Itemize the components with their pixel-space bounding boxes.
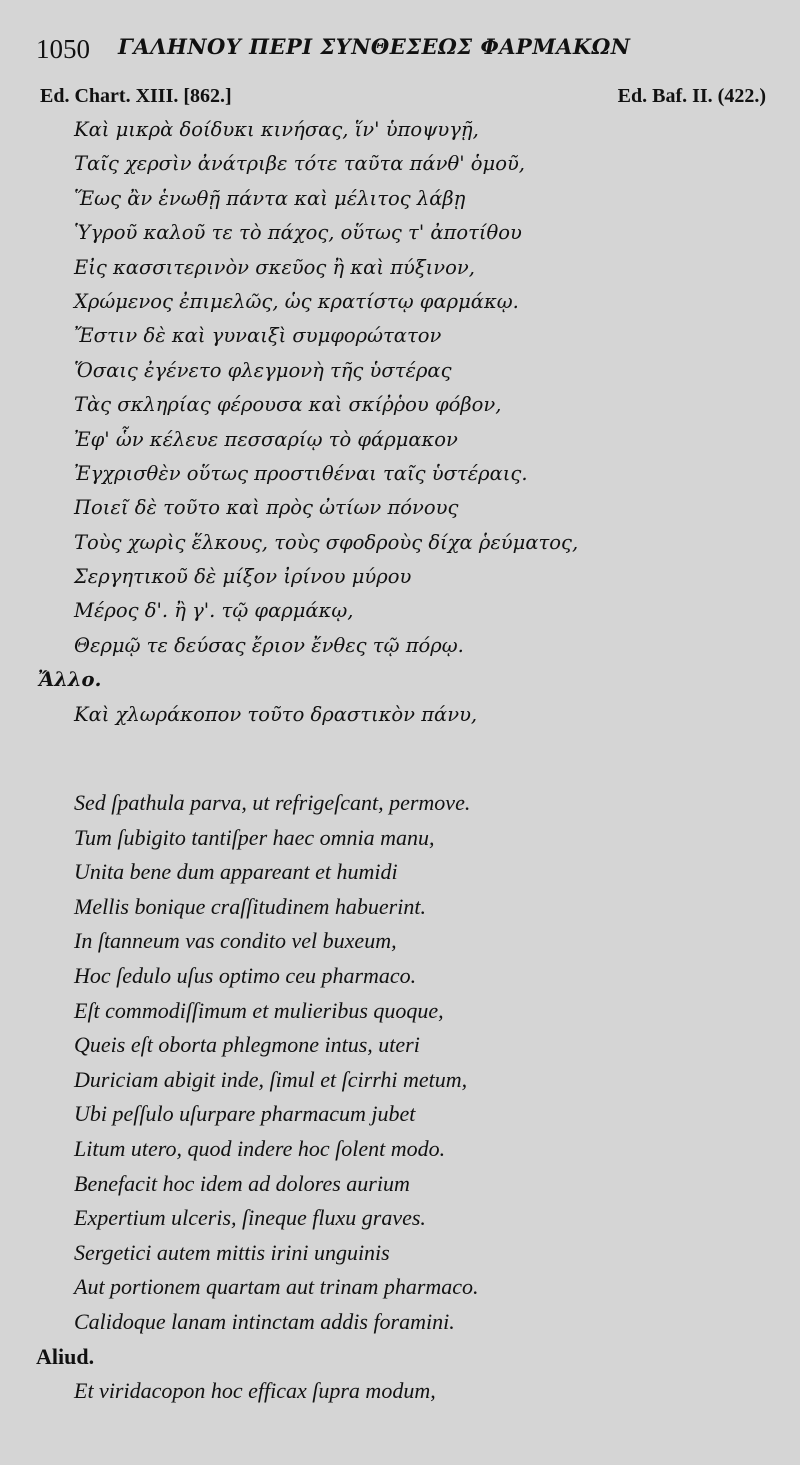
- latin-verse-line: Unita bene dum appareant et humidi: [74, 859, 398, 885]
- latin-verse-line: Sed ſpathula parva, ut refrigeſcant, permove.: [74, 790, 471, 815]
- latin-verse-line: Mellis bonique craſſitudinem habuerint.: [74, 893, 426, 919]
- running-title: ΓΑΛΗΝΟΥ ΠΕΡΙ ΣΥΝΘΕΣΕΩΣ ΦΑΡΜΑΚΩΝ: [118, 34, 631, 59]
- latin-verse-line: Et viridacopon hoc efficax ſupra modum,: [74, 1378, 436, 1404]
- edition-reference-right: Ed. Baf. II. (422.): [617, 85, 766, 107]
- greek-section-heading: Ἄλλο.: [38, 668, 102, 692]
- latin-verse-line: Hoc ſedulo uſus optimo ceu pharmaco.: [74, 962, 417, 988]
- latin-verse-line: Eſt commodiſſimum et mulieribus quoque,: [74, 997, 444, 1023]
- greek-verse-line: Χρώμενος ἐπιμελῶς, ὡς κρατίστῳ φαρμάκῳ.: [74, 289, 519, 313]
- latin-verse-line: Calidoque lanam intinctam addis foramini.: [74, 1308, 455, 1334]
- greek-verse-line: Τοὺς χωρὶς ἕλκους, τοὺς σφοδροὺς δίχα ῥεύματος,: [74, 530, 579, 554]
- greek-verse-line: Ἐγχρισθὲν οὕτως προστιθέναι ταῖς ὑστέραις.: [74, 461, 528, 485]
- greek-verse-line: Σεργητικοῦ δὲ μίξον ἰρίνου μύρου: [74, 565, 412, 589]
- latin-verse-line: Benefacit hoc idem ad dolores aurium: [74, 1170, 410, 1196]
- latin-verse-line: Duriciam abigit inde, ſimul et ſcirrhi metum,: [74, 1066, 468, 1092]
- latin-verse-line: Litum utero, quod indere hoc ſolent modo.: [74, 1135, 446, 1161]
- greek-verse-line: Καὶ χλωράκοπον τοῦτο δραστικὸν πάνυ,: [74, 702, 478, 726]
- latin-verse-block: [0, 786, 800, 1409]
- latin-verse-line: Aut portionem quartam aut trinam pharmaco.: [74, 1274, 479, 1300]
- latin-verse-line: Queis eſt oborta phlegmone intus, uteri: [74, 1032, 420, 1058]
- greek-verse-line: Ὑγροῦ καλοῦ τε τὸ πάχος, οὕτως τ' ἀποτίθου: [74, 221, 522, 245]
- latin-verse-line: Sergetici autem mittis irini unguinis: [74, 1239, 390, 1265]
- greek-verse-block: [0, 113, 800, 732]
- greek-verse-line: Ταῖς χερσὶν ἀνάτριβε τότε ταῦτα πάνθ' ὁμοῦ,: [74, 152, 526, 176]
- latin-verse-line: Ubi peſſulo uſurpare pharmacum jubet: [74, 1101, 416, 1127]
- greek-verse-line: Θερμῷ τε δεύσας ἔριον ἔνθες τῷ πόρῳ.: [74, 633, 464, 657]
- latin-section-heading: Aliud.: [36, 1343, 95, 1369]
- greek-verse-line: Τὰς σκληρίας φέρουσα καὶ σκίῤῥου φόβον,: [74, 393, 502, 417]
- greek-verse-line: Ἐφ' ὧν κέλευε πεσσαρίῳ τὸ φάρμακον: [74, 427, 458, 451]
- latin-verse-line: In ſtanneum vas condito vel buxeum,: [74, 928, 397, 954]
- latin-verse-line: Tum ſubigito tantiſper haec omnia manu,: [74, 824, 435, 850]
- greek-verse-line: Εἰς κασσιτερινὸν σκεῦος ἢ καὶ πύξινον,: [74, 255, 475, 279]
- greek-verse-line: Μέρος δ'. ἢ γ'. τῷ φαρμάκῳ,: [74, 599, 354, 623]
- greek-verse-line: Ποιεῖ δὲ τοῦτο καὶ πρὸς ὠτίων πόνους: [74, 496, 459, 520]
- greek-verse-line: Ὅσαις ἐγένετο φλεγμονὴ τῆς ὑστέρας: [74, 358, 452, 382]
- page-number: 1050: [36, 34, 90, 64]
- greek-verse-line: Καὶ μικρὰ δοίδυκι κινήσας, ἵν' ὑποψυγῇ,: [74, 118, 479, 141]
- latin-verse-line: Expertium ulceris, ſineque fluxu graves.: [74, 1205, 426, 1231]
- greek-verse-line: Ἔστιν δὲ καὶ γυναιξὶ συμφορώτατον: [74, 324, 442, 348]
- edition-reference-left: Ed. Chart. XIII. [862.]: [40, 85, 232, 107]
- greek-verse-line: Ἕως ἂν ἑνωθῇ πάντα καὶ μέλιτος λάβῃ: [74, 186, 466, 210]
